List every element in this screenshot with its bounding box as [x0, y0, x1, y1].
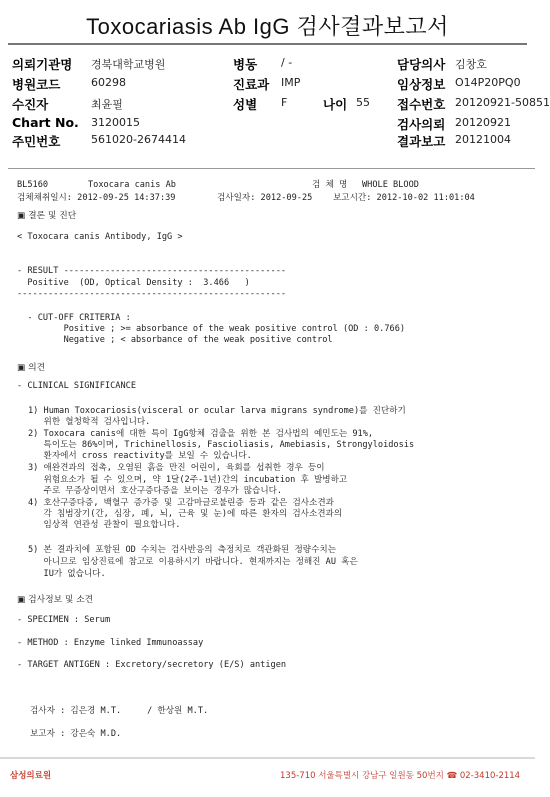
- specimen-name-value: WHOLE BLOOD: [362, 180, 419, 190]
- test-date: 검사일자: 2012-09-25: [217, 193, 313, 203]
- ward-label: 병동: [233, 57, 258, 72]
- accession-value: 20120921-50851: [455, 96, 550, 109]
- result-divider: ----------------------------------------------------: [17, 289, 287, 299]
- header-row-department: [233, 75, 301, 93]
- header-row-institution: [12, 55, 166, 73]
- footer-divider: [0, 757, 535, 759]
- header-row-physician: [397, 55, 487, 73]
- clinical-line: 위한 혈청학적 검사입니다.: [28, 417, 151, 427]
- header-row-accession: [397, 95, 550, 113]
- header-row-resident-no: [12, 132, 186, 150]
- cutoff-positive: Positive ; >= absorbance of the weak positive control (OD : 0.766): [17, 324, 406, 334]
- sex-value: F: [281, 96, 288, 109]
- collect-datetime: 검체채취일시: 2012-09-25 14:37:39: [17, 193, 176, 203]
- reporter-line: 보고자 : 강은숙 M.D.: [30, 729, 122, 739]
- age-label: 나이: [323, 97, 348, 112]
- title-divider: [8, 43, 527, 45]
- clinical-line: 위험요소가 될 수 있으며, 약 1달(2주-1년)간의 incubation 후 발병하고: [28, 475, 348, 485]
- department-label: 진료과: [233, 77, 270, 92]
- clinical-line: 1) Human Toxocariosis(visceral or ocular larva migrans syndrome)를 진단하기: [28, 406, 406, 416]
- report-title: Toxocariasis Ab IgG 검사결과보고서: [86, 14, 449, 39]
- department-value: IMP: [281, 76, 301, 89]
- section-opinion: ▣ 의견: [17, 363, 46, 373]
- header-row-request-date: [397, 115, 511, 133]
- section-conclusion: ▣ 결론 및 진단: [17, 211, 77, 221]
- physician-value: 김창호: [455, 58, 487, 71]
- specimen-name-label: 검 체 명: [312, 180, 348, 190]
- header-row-chart-no: [12, 115, 140, 130]
- clinical-info-label: 임상정보: [397, 77, 446, 92]
- header-row-age: [323, 95, 370, 113]
- age-value: 55: [356, 96, 370, 109]
- cutoff-negative: Negative ; < absorbance of the weak positive control: [17, 335, 333, 345]
- report-date-value: 20121004: [455, 133, 511, 146]
- header-row-hospital-code: [12, 75, 126, 93]
- chart-no-label: Chart No.: [12, 115, 79, 130]
- clinical-line: 각 침범장기(간, 심장, 폐, 뇌, 근육 및 눈)에 따른 환자의 검사소견과의: [28, 509, 343, 519]
- header-row-report-date: [397, 132, 511, 150]
- target-antigen-line: - TARGET ANTIGEN : Excretory/secretory (E/S) antigen: [17, 660, 287, 670]
- header-row-ward: [233, 55, 293, 73]
- hospital-code-label: 병원코드: [12, 77, 61, 92]
- clinical-line: 5) 본 결과치에 포함된 OD 수치는 검사반응의 측정치로 객관화된 정량수치는: [28, 545, 337, 555]
- clinical-line: 임상적 연관성 관찰이 필요합니다.: [28, 520, 181, 530]
- hospital-code-value: 60298: [91, 76, 126, 89]
- test-name: Toxocara canis Ab: [88, 180, 176, 190]
- clinical-line: 주로 무증상이면서 호산구증다증을 보이는 경우가 많습니다.: [28, 486, 283, 496]
- specimen-line: - SPECIMEN : Serum: [17, 615, 111, 625]
- clinical-line: IU가 없습니다.: [28, 569, 106, 579]
- request-date-value: 20120921: [455, 116, 511, 129]
- sex-label: 성별: [233, 97, 258, 112]
- header-row-clinical-info: [397, 75, 521, 93]
- accession-label: 접수번호: [397, 97, 446, 112]
- footer-address: 135-710 서울특별시 강남구 일원동 50번지 ☎ 02-3410-2114: [280, 771, 521, 781]
- report-date-label: 결과보고: [397, 134, 446, 149]
- institution-label: 의뢰기관명: [12, 57, 73, 72]
- method-line: - METHOD : Enzyme linked Immunoassay: [17, 638, 204, 648]
- cutoff-title: - CUT-OFF CRITERIA :: [17, 313, 131, 323]
- clinical-info-value: O14P20PQ0: [455, 76, 521, 89]
- physician-label: 담당의사: [397, 57, 446, 72]
- section-test-info: ▣ 검사정보 및 소견: [17, 595, 94, 605]
- clinical-line: 특이도는 86%이며, Trichinellosis, Fascioliasis, Amebiasis, Strongyloidosis: [28, 440, 415, 450]
- institution-value: 경북대학교병원: [91, 58, 166, 71]
- footer-brand: 삼성의료원: [10, 771, 52, 781]
- clinical-line: 3) 애완견과의 접촉, 오염된 흙을 만진 어린이, 육회를 섭취한 경우 등이: [28, 463, 325, 473]
- chart-no-value: 3120015: [91, 116, 140, 129]
- clinical-line: 환자에서 cross reactivity를 보일 수 있습니다.: [28, 451, 252, 461]
- patient-value: 최윤필: [91, 98, 123, 111]
- ward-value: / -: [281, 56, 293, 69]
- resident-no-label: 주민번호: [12, 134, 61, 149]
- clinical-line: 아니므로 임상진료에 참고로 이용하시기 바랍니다. 현재까지는 정해진 AU 혹은: [28, 557, 358, 567]
- result-value: Positive (OD, Optical Density : 3.466 ): [17, 278, 250, 288]
- test-code: BL5160: [17, 180, 49, 190]
- clinical-line: 2) Toxocara canis에 대한 특이 IgG항체 검출을 위한 본 검사법의 예민도는 91%,: [28, 429, 374, 439]
- header-row-sex: [233, 95, 288, 113]
- clinical-significance-title: - CLINICAL SIGNIFICANCE: [17, 381, 136, 391]
- header-row-patient: [12, 95, 123, 113]
- tester-line: 검사자 : 김은경 M.T. / 한상원 M.T.: [30, 706, 209, 716]
- antibody-title: < Toxocara canis Antibody, IgG >: [17, 232, 183, 242]
- patient-label: 수진자: [12, 97, 49, 112]
- resident-no-value: 561020-2674414: [91, 133, 186, 146]
- result-header-line: - RESULT -------------------------------------------: [17, 266, 287, 276]
- report-time: 보고시간: 2012-10-02 11:01:04: [333, 193, 475, 203]
- clinical-line: 4) 호산구증다증, 백혈구 증가증 및 고감마글로불린증 등과 같은 검사소견과: [28, 498, 334, 508]
- request-date-label: 검사의뢰: [397, 117, 446, 132]
